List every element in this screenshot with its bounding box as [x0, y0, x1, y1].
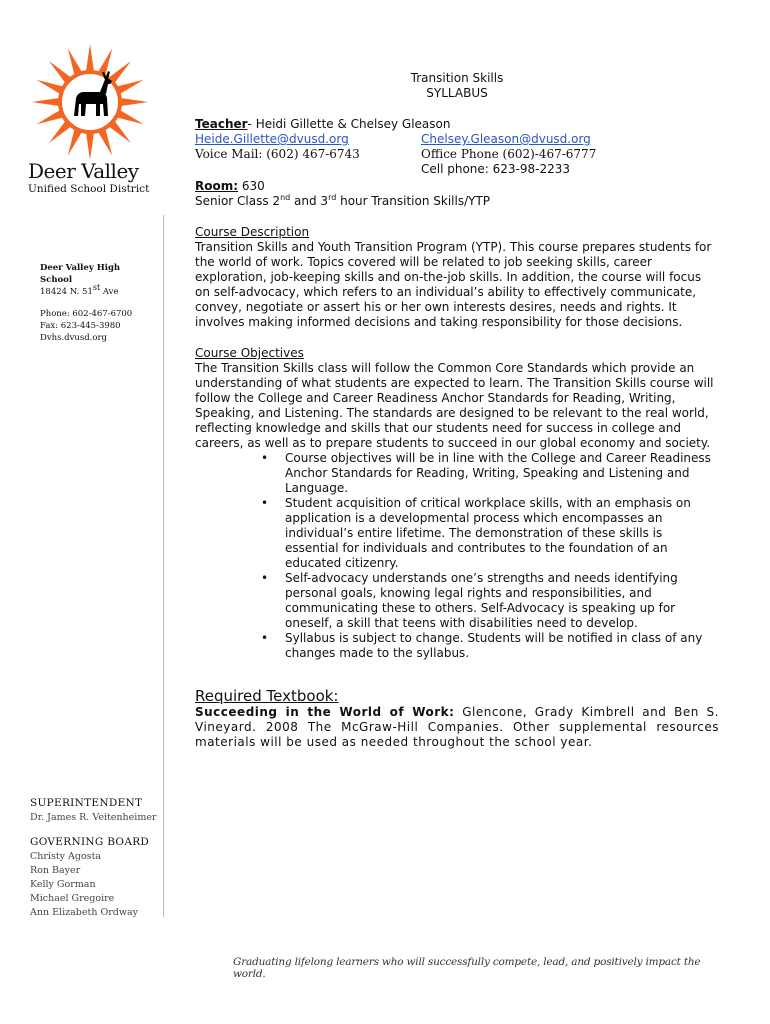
class-hours [195, 194, 719, 209]
list-item: • Course objectives will be in line with the College and Career Readiness Anchor Standards for Reading, Writing, Speaking and Listening and Language. [285, 451, 719, 496]
class-hours-sup: rd [328, 193, 337, 202]
board-member: Michael Gregoire [30, 893, 115, 904]
email-link-chelsey[interactable]: Chelsey.Gleason@dvusd.org [421, 132, 591, 146]
school-web: Dvhs.dvusd.org [40, 333, 107, 343]
course-title: Transition Skills [410, 71, 504, 85]
cell-phone: Cell phone: 623-98-2233 [421, 162, 571, 176]
course-objectives-text: The Transition Skills class will follow the Common Core Standards which provide an understanding of what students are expected to learn. The Transition Skills course will follow the College and Career Readiness Anchor Standards for Reading, Writing, Speaking, and Listening. The standards are designed to be relevant to the real world, reflecting knowledge and skills that our students need for success in college and careers, as well as to prepare students to succeed in our global economy and society. [195, 361, 714, 450]
board-member: Ann Elizabeth Ordway [30, 907, 139, 918]
class-hours-text: hour Transition Skills/YTP [336, 194, 491, 208]
room-line [195, 179, 719, 194]
district-branding [28, 160, 168, 196]
course-description-heading: Course Description [195, 225, 310, 239]
document-title [195, 71, 719, 101]
required-textbook-heading: Required Textbook: [195, 687, 339, 705]
sun-logo-icon [30, 42, 150, 162]
voicemail: Voice Mail: (602) 467-6743 [195, 147, 360, 161]
course-objectives-heading: Course Objectives [195, 346, 304, 360]
list-item: • Self-advocacy understands one’s strengths and needs identifying personal goals, knowing legal rights and responsibilities, and communicating these to others. Self-Advocacy is speaking up for oneself, a skill that teens with disabilities need to develop. [285, 571, 719, 631]
room-number: 630 [238, 179, 265, 193]
sun-ray [122, 98, 148, 106]
textbook-text [195, 705, 719, 750]
teacher-label: Teacher [195, 117, 248, 131]
objectives-list [195, 451, 719, 661]
cell-row [195, 162, 719, 177]
syllabus-body [195, 117, 719, 750]
sun-ray [36, 80, 62, 94]
sun-ray [68, 130, 82, 156]
address-sup: st [92, 283, 101, 293]
board-heading: GOVERNING BOARD [30, 836, 150, 848]
email-row [195, 132, 719, 147]
sun-ray [32, 98, 58, 106]
sun-ray [110, 61, 131, 82]
textbook-title: Succeeding in the World of Work: [195, 705, 455, 719]
school-info [40, 262, 158, 344]
phone-row [195, 147, 719, 162]
syllabus-label: SYLLABUS [426, 86, 488, 100]
board-member: Christy Agosta [30, 851, 102, 862]
email-link-heidi[interactable]: Heide.Gillette@dvusd.org [195, 132, 349, 146]
sun-ray [86, 44, 94, 70]
textbook-details: Glencone, Grady Kimbrell and Ben S. Vineyard. 2008 The McGraw-Hill Companies. Other supplemental resources materials will be used as needed throughout the school year. [195, 705, 719, 749]
board-member: Kelly Gorman [30, 879, 96, 890]
course-objectives-section [195, 346, 719, 661]
list-item: • Syllabus is subject to change. Students will be notified in class of any changes made to the syllabus. [285, 631, 719, 661]
course-description-text: Transition Skills and Youth Transition Program (YTP). This course prepares students for the world of work. Topics covered will be related to job seeking skills, career exploration, job-keeping skills and on-the-job skills. In addition, the course will focus on self-advocacy, which refers to an individual’s ability to effectively communicate, convey, negotiate or assert his or her own interests desires, needs and rights. It involves making informed decisions and taking responsibility for those decisions. [195, 240, 712, 329]
sun-ray [49, 61, 70, 82]
list-item: • Student acquisition of critical workplace skills, with an emphasis on application is a developmental process which encompasses an individual’s entire lifetime. The demonstration of these skills is essential for individuals and contributes to the foundation of an educated citizenry. [285, 496, 719, 571]
sun-ray [49, 122, 70, 143]
school-address [40, 283, 158, 298]
sun-ray [68, 48, 82, 74]
district-name: Deer Valley [28, 159, 139, 183]
room-label: Room: [195, 179, 239, 193]
sun-ray [86, 134, 94, 160]
sun-ray [36, 111, 62, 125]
address-end: Ave [100, 287, 119, 297]
leadership-list [30, 796, 165, 920]
superintendent-name: Dr. James R. Veitenheimer [30, 812, 157, 823]
board-member: Ron Bayer [30, 865, 81, 876]
school-name-line1: Deer Valley High [40, 263, 121, 273]
class-hours-sup: nd [280, 193, 291, 202]
sun-ray [99, 130, 113, 156]
school-phone: Phone: 602-467-6700 [40, 309, 133, 319]
school-fax: Fax: 623-445-3980 [40, 321, 121, 331]
address-text: 18424 N. 51 [40, 287, 93, 297]
teacher-names: - Heidi Gillette & Chelsey Gleason [247, 117, 451, 131]
sun-ray [110, 122, 131, 143]
sun-ray [99, 48, 113, 74]
sun-ray [118, 80, 144, 94]
district-subtitle: Unified School District [28, 183, 150, 195]
class-hours-text: Senior Class 2 [195, 194, 281, 208]
sun-ray [118, 111, 144, 125]
superintendent-heading: SUPERINTENDENT [30, 797, 143, 809]
course-description-section [195, 225, 719, 330]
teacher-line [195, 117, 719, 132]
school-name-line2: School [40, 275, 73, 285]
office-phone: Office Phone (602)-467-6777 [421, 147, 597, 161]
class-hours-text: and 3 [290, 194, 329, 208]
footer-motto: Graduating lifelong learners who will successfully compete, lead, and positively impact the world. [233, 956, 701, 980]
